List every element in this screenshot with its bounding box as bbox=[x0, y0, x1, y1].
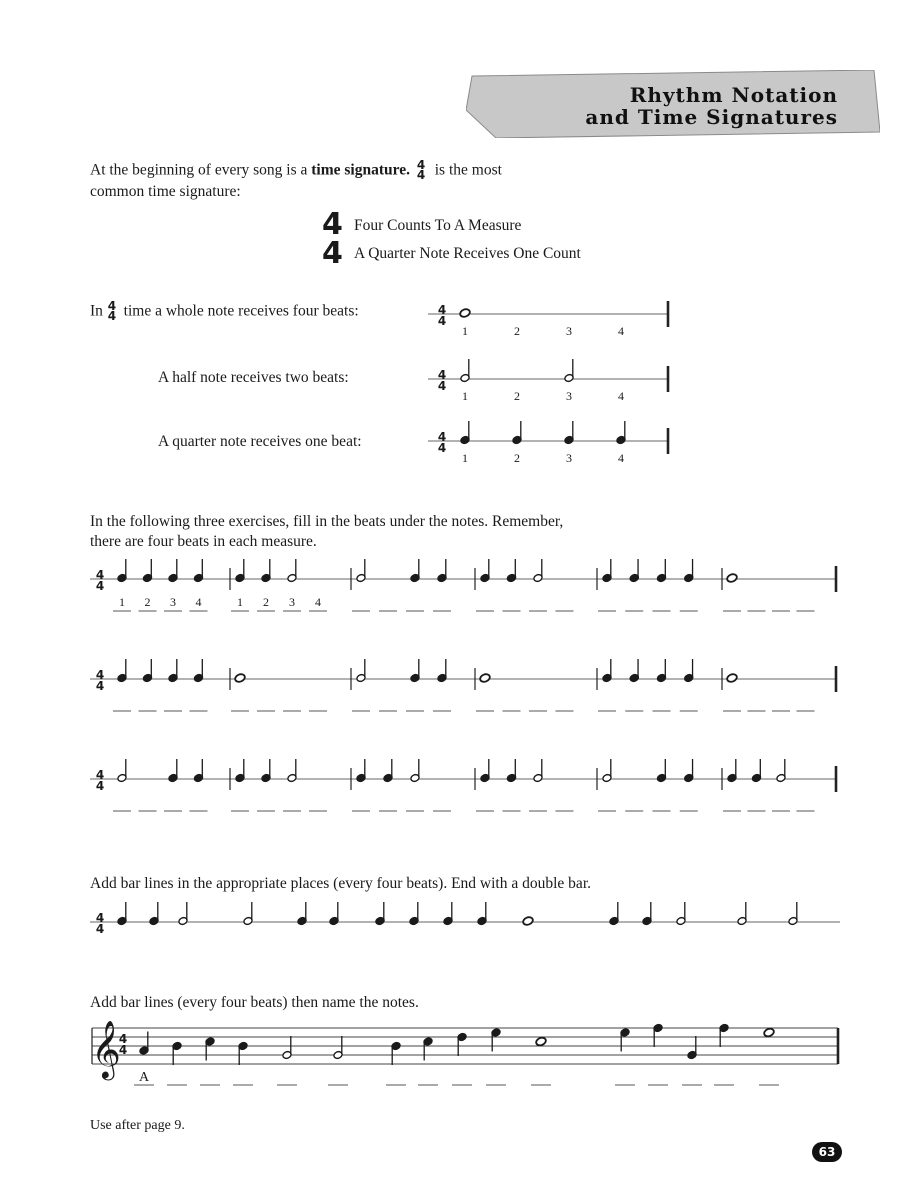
exercise-3-m3-note-1 bbox=[383, 759, 393, 783]
exercise-1-m4-note-2 bbox=[533, 559, 543, 583]
barline-exercise-note-9 bbox=[477, 902, 487, 926]
exercise-2-m6-note-0-head bbox=[726, 673, 738, 683]
exercise-1-time-sig-bottom: 4 bbox=[95, 579, 105, 593]
intro-text-before: At the beginning of every song is a bbox=[90, 161, 308, 179]
example-half-label: A half note receives two beats: bbox=[158, 369, 349, 386]
ts-bottom-label: A Quarter Note Receives One Count bbox=[354, 245, 581, 262]
barline-exercise-note-13 bbox=[676, 902, 686, 926]
exercise-3-m2-note-1 bbox=[261, 759, 271, 783]
inline-time-signature-2: 4 4 bbox=[107, 299, 117, 323]
exercise-3-time-sig-top: 4 bbox=[95, 768, 105, 782]
naming-exercise-note-13 bbox=[687, 1036, 697, 1060]
naming-exercise-note-4 bbox=[282, 1036, 292, 1060]
example-whole-prefix: In bbox=[90, 302, 103, 320]
exercise-3-m3-note-2 bbox=[410, 759, 420, 783]
exercise-3-m4-note-1 bbox=[506, 759, 516, 783]
exercise-1-m2-count-0: 1 bbox=[237, 595, 243, 609]
exercise-1-m1-note-2 bbox=[168, 559, 178, 583]
exercise-1-m1-count-0: 1 bbox=[119, 595, 125, 609]
naming-exercise-note-15 bbox=[763, 1027, 775, 1037]
exercise-2-m3-note-0 bbox=[356, 659, 366, 683]
naming-exercise-note-10 bbox=[535, 1036, 547, 1046]
barline-exercise-note-12 bbox=[642, 902, 652, 926]
example-quarter-note-1 bbox=[512, 421, 522, 445]
exercise-1-m5-note-3 bbox=[684, 559, 694, 583]
example-quarter-time-sig-bottom: 4 bbox=[437, 441, 447, 455]
naming-exercise-note-11 bbox=[620, 1028, 630, 1052]
example-whole-count-1: 2 bbox=[514, 324, 520, 338]
example-quarter-count-2: 3 bbox=[566, 451, 572, 465]
big-time-sig-bottom: 4 bbox=[322, 236, 343, 271]
exercise-1-m1-note-0 bbox=[117, 559, 127, 583]
exercise-2-time-sig-top: 4 bbox=[95, 668, 105, 682]
big-time-sig-top: 4 bbox=[322, 207, 343, 242]
exercise-2-m1-note-2 bbox=[168, 659, 178, 683]
naming-exercise-note-15-head bbox=[763, 1027, 775, 1037]
naming-exercise-note-1 bbox=[172, 1041, 182, 1065]
exercise-1-m1-note-1 bbox=[142, 559, 152, 583]
exercise-2-m5-note-3 bbox=[684, 659, 694, 683]
exercise-1-m5-note-1 bbox=[629, 559, 639, 583]
exercise-2-m2-note-0-head bbox=[234, 673, 246, 683]
example-quarter-count-1: 2 bbox=[514, 451, 520, 465]
exercise-3-m3-note-0 bbox=[356, 759, 366, 783]
barline-exercise-note-11 bbox=[609, 902, 619, 926]
barline-exercise-note-4 bbox=[297, 902, 307, 926]
exercise-2-m4-note-0-head bbox=[479, 673, 491, 683]
naming-exercise-note-8 bbox=[457, 1032, 467, 1056]
example-whole-count-2: 3 bbox=[566, 324, 572, 338]
exercise-2-m1-note-3 bbox=[193, 659, 203, 683]
exercise-2-time-sig-bottom: 4 bbox=[95, 679, 105, 693]
exercise-1-m3-note-0 bbox=[356, 559, 366, 583]
exercise-3-time-sig-bottom: 4 bbox=[95, 779, 105, 793]
exercise-1-m3-note-2 bbox=[437, 559, 447, 583]
example-half-time-sig-top: 4 bbox=[437, 368, 447, 382]
barline-exercise-note-15 bbox=[788, 902, 798, 926]
example-whole-count-0: 1 bbox=[462, 324, 468, 338]
naming-exercise-answer-0: A bbox=[138, 1070, 150, 1085]
treble-clef-icon: 𝄞 bbox=[91, 1020, 121, 1078]
naming-exercise-note-12 bbox=[653, 1023, 663, 1047]
exercise-instructions-line-2: there are four beats in each measure. bbox=[90, 533, 317, 550]
barline-exercise-note-14 bbox=[737, 902, 747, 926]
naming-instruction: Add bar lines (every four beats) then name the notes. bbox=[90, 994, 419, 1011]
exercise-3-m5-note-0 bbox=[602, 759, 612, 783]
example-quarter-label: A quarter note receives one beat: bbox=[158, 433, 362, 450]
exercise-2-m5-note-0 bbox=[602, 659, 612, 683]
exercise-2-m1-note-1 bbox=[142, 659, 152, 683]
exercise-1-m6-note-0-head bbox=[726, 573, 738, 583]
example-quarter-note-2 bbox=[564, 421, 574, 445]
exercise-3-m2-note-2 bbox=[287, 759, 297, 783]
barline-exercise-note-5 bbox=[329, 902, 339, 926]
example-quarter-count-3: 4 bbox=[618, 451, 624, 465]
exercise-2-m2-note-0 bbox=[234, 673, 246, 683]
naming-exercise-note-9 bbox=[491, 1028, 501, 1052]
exercise-2-m4-note-0 bbox=[479, 673, 491, 683]
exercise-3-m6-note-2 bbox=[776, 759, 786, 783]
example-half-count-2: 3 bbox=[566, 389, 572, 403]
footer-note: Use after page 9. bbox=[90, 1118, 185, 1133]
exercise-2-m3-note-1 bbox=[410, 659, 420, 683]
barline-exercise-time-sig-top: 4 bbox=[95, 911, 105, 925]
example-quarter-note-0 bbox=[460, 421, 470, 445]
exercise-2-m5-note-2 bbox=[656, 659, 666, 683]
barline-exercise-note-10-head bbox=[522, 916, 534, 926]
naming-exercise-note-6 bbox=[391, 1041, 401, 1065]
exercise-1-m1-count-3: 4 bbox=[195, 595, 202, 609]
inline-time-signature: 4 4 bbox=[416, 158, 426, 182]
exercise-1-m2-count-3: 4 bbox=[315, 595, 321, 609]
page-number: 63 bbox=[812, 1142, 842, 1162]
naming-exercise-note-10-head bbox=[535, 1036, 547, 1046]
intro-line-2: common time signature: bbox=[90, 183, 241, 200]
example-quarter-count-0: 1 bbox=[462, 451, 468, 465]
exercise-3-m6-note-1 bbox=[751, 759, 761, 783]
intro-bold-term: time signature. bbox=[311, 161, 410, 179]
barline-exercise-note-3 bbox=[243, 902, 253, 926]
exercise-3-m5-note-2 bbox=[684, 759, 694, 783]
example-half-note-1 bbox=[564, 359, 574, 383]
naming-exercise-time-sig-bottom: 4 bbox=[118, 1043, 128, 1057]
naming-exercise-note-14 bbox=[719, 1023, 729, 1047]
title-line-2: and Time Signatures bbox=[585, 105, 838, 129]
exercise-3-m1-note-1 bbox=[168, 759, 178, 783]
exercise-instructions-line-1: In the following three exercises, fill in the beats under the notes. Remember, bbox=[90, 513, 564, 530]
exercise-1-m1-note-3 bbox=[193, 559, 203, 583]
example-whole-count-3: 4 bbox=[618, 324, 624, 338]
exercise-1-m3-note-1 bbox=[410, 559, 420, 583]
exercise-2-m6-note-0 bbox=[726, 673, 738, 683]
barline-exercise-note-1 bbox=[149, 902, 159, 926]
barline-exercise-note-0 bbox=[117, 902, 127, 926]
example-half-count-3: 4 bbox=[618, 389, 624, 403]
exercise-3-m2-note-0 bbox=[235, 759, 245, 783]
exercise-1-m5-note-2 bbox=[656, 559, 666, 583]
example-quarter-time-sig-top: 4 bbox=[437, 430, 447, 444]
exercise-3-m1-note-2 bbox=[193, 759, 203, 783]
example-whole-note-0-head bbox=[459, 308, 471, 318]
example-half-note-0 bbox=[460, 359, 470, 383]
exercise-3-m5-note-1 bbox=[656, 759, 666, 783]
exercise-1-m2-note-1 bbox=[261, 559, 271, 583]
exercise-2-m1-note-0 bbox=[117, 659, 127, 683]
example-half-count-0: 1 bbox=[462, 389, 468, 403]
naming-exercise-time-sig-top: 4 bbox=[118, 1032, 128, 1046]
exercise-1-m4-note-1 bbox=[506, 559, 516, 583]
exercise-1-m1-count-2: 3 bbox=[170, 595, 176, 609]
barline-exercise-note-7 bbox=[409, 902, 419, 926]
title-line-1: Rhythm Notation bbox=[629, 83, 838, 107]
exercise-1-m5-note-0 bbox=[602, 559, 612, 583]
exercise-2-m3-note-2 bbox=[437, 659, 447, 683]
exercise-1-m4-note-0 bbox=[480, 559, 490, 583]
exercise-1-m6-note-0 bbox=[726, 573, 738, 583]
barline-exercise-note-2 bbox=[178, 902, 188, 926]
example-half-time-sig-bottom: 4 bbox=[437, 379, 447, 393]
exercise-3-m6-note-0 bbox=[727, 759, 737, 783]
barline-exercise-note-8 bbox=[443, 902, 453, 926]
example-whole-time-sig-top: 4 bbox=[437, 303, 447, 317]
barline-exercise-time-sig-bottom: 4 bbox=[95, 922, 105, 936]
exercise-3-m4-note-0 bbox=[480, 759, 490, 783]
ts-top-label: Four Counts To A Measure bbox=[354, 217, 522, 234]
exercise-3-m1-note-0 bbox=[117, 759, 127, 783]
naming-exercise-note-2 bbox=[205, 1037, 215, 1061]
exercise-1-m1-count-1: 2 bbox=[144, 595, 151, 609]
exercise-1-time-sig-top: 4 bbox=[95, 568, 105, 582]
naming-exercise-note-0 bbox=[139, 1032, 149, 1056]
barline-exercise-note-10 bbox=[522, 916, 534, 926]
intro-text-after: is the most bbox=[434, 161, 502, 179]
naming-exercise-note-5 bbox=[333, 1036, 343, 1060]
example-whole-suffix: time a whole note receives four beats: bbox=[123, 302, 359, 320]
exercise-1-m2-count-2: 3 bbox=[289, 595, 295, 609]
naming-exercise-note-3 bbox=[238, 1041, 248, 1065]
example-quarter-note-3 bbox=[616, 421, 626, 445]
exercise-1-m2-count-1: 2 bbox=[263, 595, 269, 609]
example-whole-time-sig-bottom: 4 bbox=[437, 314, 447, 328]
exercise-3-m4-note-2 bbox=[533, 759, 543, 783]
barline-instruction: Add bar lines in the appropriate places (every four beats). End with a double bar. bbox=[90, 875, 591, 892]
exercise-2-m5-note-1 bbox=[629, 659, 639, 683]
example-half-count-1: 2 bbox=[514, 389, 520, 403]
exercise-1-m2-note-0 bbox=[235, 559, 245, 583]
naming-exercise-note-7 bbox=[423, 1037, 433, 1061]
exercise-1-m2-note-2 bbox=[287, 559, 297, 583]
barline-exercise-note-6 bbox=[375, 902, 385, 926]
example-whole-note-0 bbox=[459, 308, 471, 318]
